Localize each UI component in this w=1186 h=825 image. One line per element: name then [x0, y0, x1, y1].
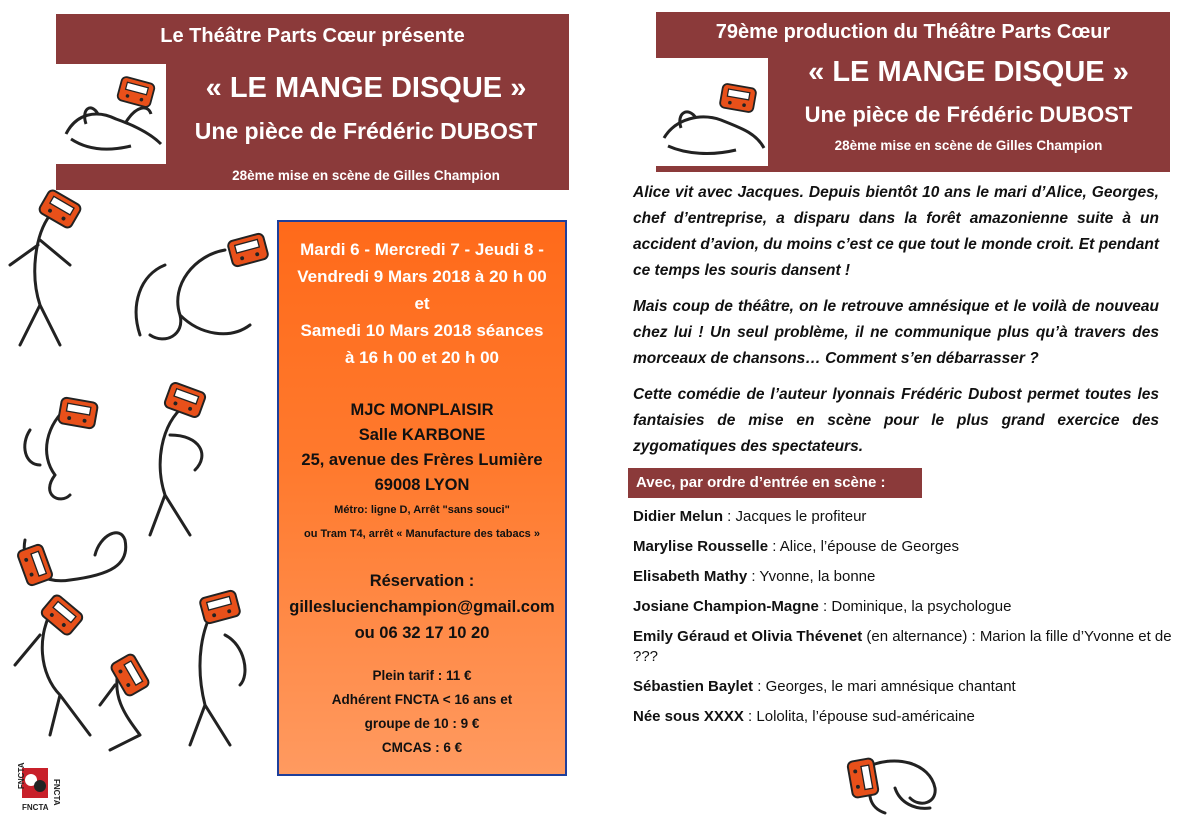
cast-header: Avec, par ordre d’entrée en scène :	[628, 468, 922, 498]
actor-name: Didier Melun	[633, 508, 724, 525]
date-line: Samedi 10 Mars 2018 séances	[300, 321, 544, 340]
play-author: Une pièce de Frédéric DUBOST	[194, 118, 538, 144]
actor-name: Elisabeth Mathy	[633, 568, 748, 585]
venue-street: 25, avenue des Frères Lumière	[301, 451, 543, 469]
play-title: « LE MANGE DISQUE »	[205, 72, 527, 104]
date-line: et	[414, 294, 430, 313]
crouching-figure-illustration	[835, 748, 945, 818]
role: : Dominique, la psychologue	[818, 598, 1012, 615]
play-author-right: Une pièce de Frédéric DUBOST	[804, 102, 1133, 127]
date-line: Mardi 6 - Mercredi 7 - Jeudi 8 -	[300, 240, 544, 259]
cast-row	[633, 597, 1173, 617]
reservation-phone: ou 06 32 17 10 20	[354, 624, 490, 642]
synopsis-paragraph: Alice vit avec Jacques. Depuis bientôt 10 ans le mari d’Alice, Georges, chef d’entreprise, a disparu dans la forêt amazonienne suite à un accident d’avion, du moins c’est ce que tout le monde croit. Et pendant ce temps les souris dansent !	[633, 184, 1159, 279]
right-header-banner	[656, 12, 1170, 172]
lying-figure-illustration	[56, 64, 166, 164]
actor-name: Josiane Champion-Magne	[633, 598, 819, 615]
presenter-line: Le Théâtre Parts Cœur présente	[160, 25, 465, 47]
actor-name: Née sous XXXX	[633, 708, 744, 725]
director-line: 28ème mise en scène de Gilles Champion	[232, 168, 500, 183]
role: : Jacques le profiteur	[723, 508, 867, 525]
director-line-right: 28ème mise en scène de Gilles Champion	[834, 138, 1103, 153]
date-line: à 16 h 00 et 20 h 00	[344, 348, 500, 367]
actor-name: Emily Géraud et Olivia Thévenet	[633, 628, 863, 645]
header-illustration	[56, 64, 166, 164]
production-line: 79ème production du Théâtre Parts Cœur	[715, 21, 1111, 43]
price-line: Plein tarif : 11 €	[372, 668, 472, 683]
price-line: groupe de 10 : 9 €	[364, 716, 480, 731]
dancing-figures-illustration	[0, 195, 275, 755]
performance-dates	[279, 236, 565, 371]
actor-note: (en alternance)	[862, 628, 968, 645]
venue-city: 69008 LYON	[374, 476, 470, 494]
synopsis-paragraph: Cette comédie de l’auteur lyonnais Frédéric Dubost permet toutes les fantaisies de mise en scène pour le plus grand exercice des zygomatiques des spectateurs.	[633, 386, 1159, 455]
role: : Marion la fille d’Yvonne et de ???	[633, 628, 1172, 665]
price-line: CMCAS : 6 €	[381, 740, 463, 755]
date-line: Vendredi 9 Mars 2018 à 20 h 00	[297, 267, 547, 286]
venue-room: Salle KARBONE	[358, 426, 486, 444]
cast-row	[633, 537, 1173, 557]
cast-row	[633, 567, 1173, 587]
prices-block	[279, 664, 565, 760]
role: : Georges, le mari amnésique chantant	[753, 678, 1016, 695]
svg-text:FNCTA: FNCTA	[22, 803, 49, 812]
cast-row	[633, 507, 1173, 527]
svg-text:FNCTA: FNCTA	[17, 762, 26, 789]
cast-list	[633, 507, 1173, 737]
venue-block	[279, 398, 565, 546]
reservation-label: Réservation :	[369, 572, 475, 590]
cast-row	[633, 627, 1173, 667]
venue-metro: Métro: ligne D, Arrêt "sans souci"	[334, 504, 510, 516]
synopsis-paragraph: Mais coup de théâtre, on le retrouve amnésique et le voilà de nouveau chez lui ! Un seul problème, il ne communique plus qu’à travers des morceaux de chansons… Comment s’en débarrasser ?	[633, 298, 1159, 367]
cast-row	[633, 677, 1173, 697]
actor-name: Sébastien Baylet	[633, 678, 754, 695]
venue-name: MJC MONPLAISIR	[350, 401, 494, 419]
price-line: Adhérent FNCTA < 16 ans et	[331, 692, 513, 707]
reservation-email[interactable]: gilleslucienchampion@gmail.com	[289, 598, 555, 616]
actor-name: Marylise Rousselle	[633, 538, 769, 555]
fncta-logo	[16, 756, 61, 812]
fncta-logo-icon	[16, 756, 61, 812]
crawling-figure-illustration	[656, 58, 768, 166]
cast-row	[633, 707, 1173, 727]
role: : Lololita, l’épouse sud-américaine	[743, 708, 975, 725]
role: : Yvonne, la bonne	[747, 568, 876, 585]
role: : Alice, l’épouse de Georges	[768, 538, 960, 555]
left-header-banner	[56, 14, 569, 190]
play-title-right: « LE MANGE DISQUE »	[808, 56, 1129, 88]
svg-text:FNCTA: FNCTA	[52, 779, 61, 806]
event-info-panel	[277, 220, 567, 776]
reservation-block	[279, 568, 565, 646]
header-illustration-right	[656, 58, 768, 166]
venue-tram: ou Tram T4, arrêt « Manufacture des tabacs »	[304, 528, 540, 540]
synopsis	[633, 180, 1159, 470]
